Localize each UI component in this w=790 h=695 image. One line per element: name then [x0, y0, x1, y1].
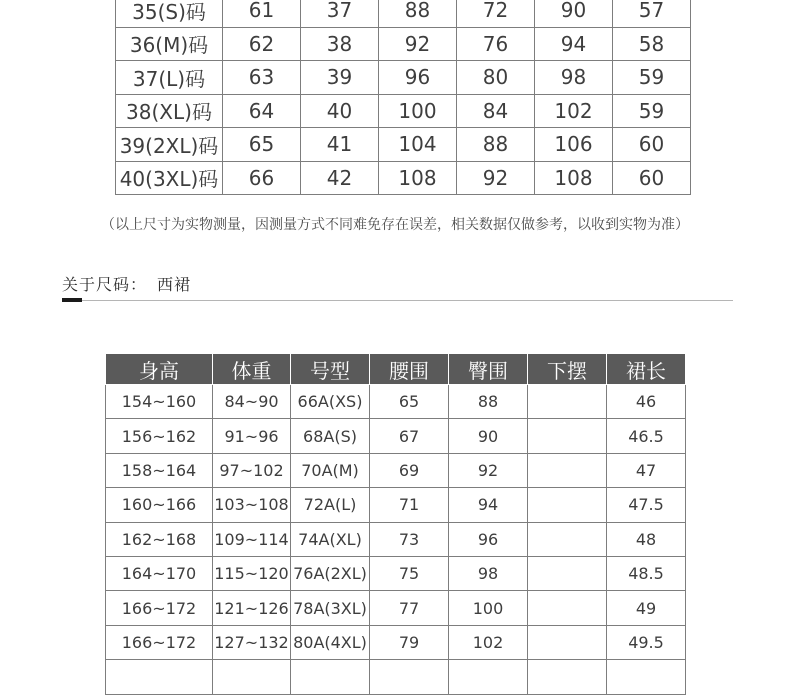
- table-cell: 90: [535, 0, 613, 27]
- table-cell: 109~114: [213, 522, 291, 556]
- table-cell: 74A(XL): [291, 522, 370, 556]
- table-row: [106, 556, 686, 590]
- size-label-cell: 40(3XL)码: [116, 161, 223, 195]
- measurement-note: （以上尺寸为实物测量，因测量方式不同难免存在误差，相关数据仅做参考，以收到实物为准）: [101, 217, 689, 233]
- table-cell: 88: [379, 0, 457, 27]
- table-cell: 48: [607, 522, 686, 556]
- column-header: 体重: [213, 354, 291, 385]
- table-cell: 42: [301, 161, 379, 195]
- table-cell: 80: [457, 61, 535, 95]
- table-cell: 84~90: [213, 385, 291, 419]
- size-label-cell: 36(M)码: [116, 27, 223, 61]
- section-title-label: 关于尺码：: [62, 275, 148, 294]
- size-label-cell: 38(XL)码: [116, 94, 223, 128]
- table-cell: 160~166: [106, 488, 213, 522]
- table-row: [116, 27, 691, 61]
- table-cell: 80A(4XL): [291, 625, 370, 659]
- column-header: 下摆: [528, 354, 607, 385]
- table-cell: 66A(XS): [291, 385, 370, 419]
- table-cell: 166~172: [106, 591, 213, 625]
- table-row: [106, 625, 686, 659]
- table-cell: [528, 660, 607, 694]
- table-cell: 72: [457, 0, 535, 27]
- table-cell: 121~126: [213, 591, 291, 625]
- table-cell: 46.5: [607, 419, 686, 453]
- table-row: [106, 488, 686, 522]
- table-cell: 48.5: [607, 556, 686, 590]
- table-cell: 66: [223, 161, 301, 195]
- table-cell: 108: [535, 161, 613, 195]
- table-cell: 100: [379, 94, 457, 128]
- table-cell: 164~170: [106, 556, 213, 590]
- table-cell: [528, 453, 607, 487]
- table-cell: 46: [607, 385, 686, 419]
- section-title: [62, 272, 191, 295]
- size-label-cell: 37(L)码: [116, 61, 223, 95]
- table-cell: 98: [449, 556, 528, 590]
- section-divider-accent: [62, 298, 82, 302]
- table-cell: 75: [370, 556, 449, 590]
- table-cell: 90: [449, 419, 528, 453]
- table-cell: 91~96: [213, 419, 291, 453]
- table-row: [116, 128, 691, 162]
- table-row: [106, 591, 686, 625]
- table-row: [116, 61, 691, 95]
- table-cell: 47: [607, 453, 686, 487]
- table-cell: 70A(M): [291, 453, 370, 487]
- table-cell: 64: [223, 94, 301, 128]
- table-cell: 68A(S): [291, 419, 370, 453]
- table-cell: 67: [370, 419, 449, 453]
- table-cell: 92: [457, 161, 535, 195]
- section-divider: [62, 300, 733, 301]
- table-cell: [291, 660, 370, 694]
- table-cell: 72A(L): [291, 488, 370, 522]
- table-cell: [528, 556, 607, 590]
- table-cell: 65: [370, 385, 449, 419]
- table-cell: 108: [379, 161, 457, 195]
- table-cell: 102: [449, 625, 528, 659]
- table-cell: 57: [613, 0, 691, 27]
- table-cell: 60: [613, 161, 691, 195]
- table-cell: [528, 419, 607, 453]
- column-header: 号型: [291, 354, 370, 385]
- table-cell: 96: [379, 61, 457, 95]
- table-cell: 84: [457, 94, 535, 128]
- table-cell: [528, 522, 607, 556]
- table-cell: 41: [301, 128, 379, 162]
- table-cell: 158~164: [106, 453, 213, 487]
- table-cell: 60: [613, 128, 691, 162]
- table-cell: 47.5: [607, 488, 686, 522]
- table-row: [116, 161, 691, 195]
- table-row: [106, 419, 686, 453]
- table-cell: 103~108: [213, 488, 291, 522]
- table-cell: 156~162: [106, 419, 213, 453]
- table-cell: 154~160: [106, 385, 213, 419]
- table-cell: [528, 591, 607, 625]
- table-cell: 127~132: [213, 625, 291, 659]
- table-row: [106, 522, 686, 556]
- table-cell: 59: [613, 61, 691, 95]
- table-cell: 76A(2XL): [291, 556, 370, 590]
- table-cell: 115~120: [213, 556, 291, 590]
- table-cell: 39: [301, 61, 379, 95]
- column-header: 臀围: [449, 354, 528, 385]
- table-row: [116, 0, 691, 27]
- table-cell: 94: [449, 488, 528, 522]
- table-cell: 78A(3XL): [291, 591, 370, 625]
- size-label-cell: 39(2XL)码: [116, 128, 223, 162]
- table-cell: 77: [370, 591, 449, 625]
- table-cell: 37: [301, 0, 379, 27]
- table-cell: 88: [457, 128, 535, 162]
- table-cell: [370, 660, 449, 694]
- table-cell: [607, 660, 686, 694]
- table-cell: 49: [607, 591, 686, 625]
- table-cell: 98: [535, 61, 613, 95]
- table-cell: 40: [301, 94, 379, 128]
- table-cell: [449, 660, 528, 694]
- column-header: 腰围: [370, 354, 449, 385]
- table-cell: 76: [457, 27, 535, 61]
- table-cell: [528, 488, 607, 522]
- table-row: [116, 94, 691, 128]
- table-cell: 106: [535, 128, 613, 162]
- table-cell: 97~102: [213, 453, 291, 487]
- table-cell: 92: [449, 453, 528, 487]
- table-cell: 59: [613, 94, 691, 128]
- table-cell: 69: [370, 453, 449, 487]
- table-cell: 166~172: [106, 625, 213, 659]
- table-cell: 94: [535, 27, 613, 61]
- table-cell: [213, 660, 291, 694]
- table-cell: 79: [370, 625, 449, 659]
- table-cell: 102: [535, 94, 613, 128]
- table-cell: 61: [223, 0, 301, 27]
- table-cell: 92: [379, 27, 457, 61]
- table-cell: 49.5: [607, 625, 686, 659]
- table-cell: 71: [370, 488, 449, 522]
- section-subtitle: 西裙: [157, 275, 192, 294]
- table-cell: 38: [301, 27, 379, 61]
- table-row: [106, 453, 686, 487]
- table-row: [106, 660, 686, 694]
- table-cell: 65: [223, 128, 301, 162]
- table-cell: 63: [223, 61, 301, 95]
- table-header-row: [106, 354, 686, 385]
- column-header: 裙长: [607, 354, 686, 385]
- table-cell: 162~168: [106, 522, 213, 556]
- table-cell: 104: [379, 128, 457, 162]
- size-table-top: [115, 0, 691, 195]
- table-cell: 88: [449, 385, 528, 419]
- table-cell: 58: [613, 27, 691, 61]
- table-cell: 100: [449, 591, 528, 625]
- table-row: [106, 385, 686, 419]
- table-cell: [528, 625, 607, 659]
- column-header: 身高: [106, 354, 213, 385]
- table-cell: [528, 385, 607, 419]
- table-cell: [106, 660, 213, 694]
- size-label-cell: 35(S)码: [116, 0, 223, 27]
- table-cell: 96: [449, 522, 528, 556]
- table-cell: 73: [370, 522, 449, 556]
- table-cell: 62: [223, 27, 301, 61]
- skirt-size-table: [105, 353, 686, 695]
